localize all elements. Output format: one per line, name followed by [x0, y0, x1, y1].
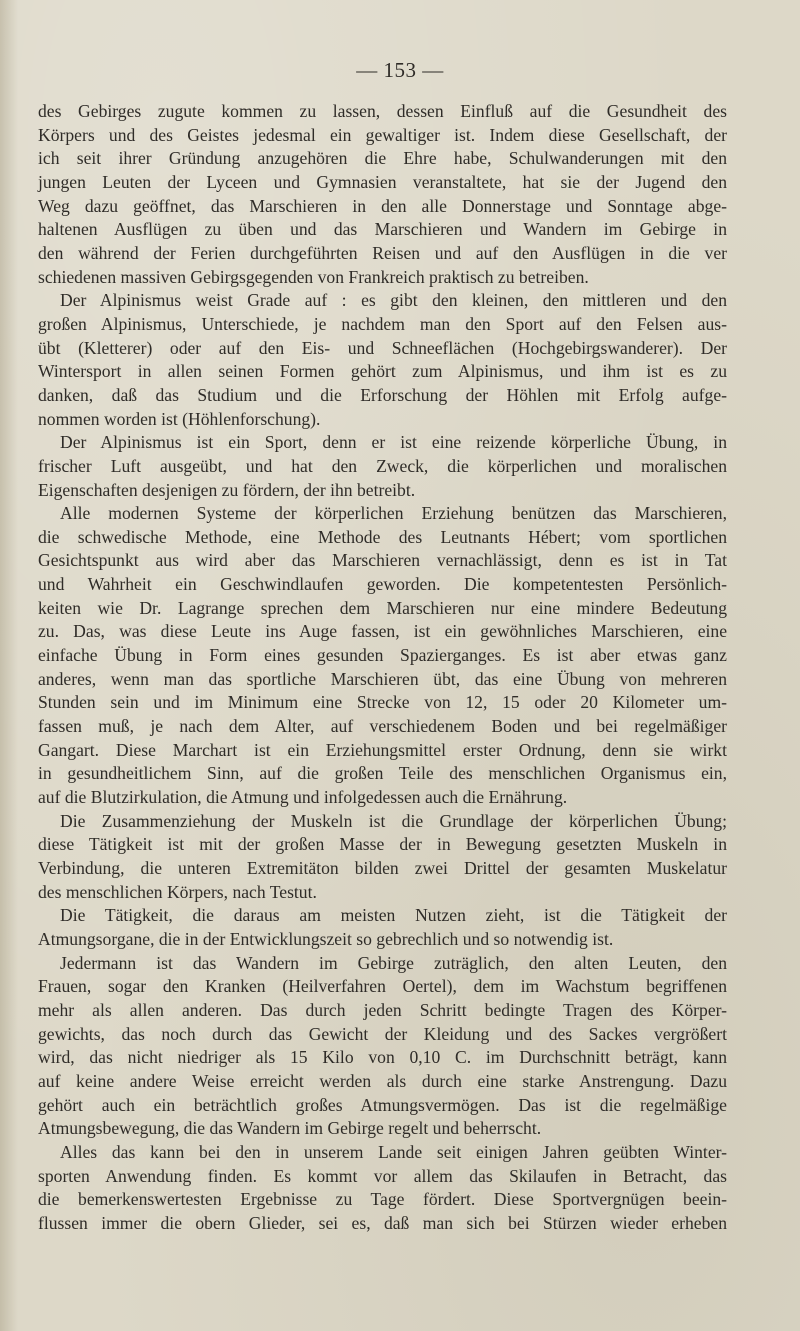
- text-line: Der Alpinismus ist ein Sport, denn er ist eine reizende körperliche Übung, in: [60, 432, 727, 453]
- text-line: und Wahrheit ein Geschwindlaufen geworden. Die kompetentesten Persönlich-: [38, 574, 727, 595]
- text-line: gewichts, das noch durch das Gewicht der Kleidung und des Sackes vergrößert: [38, 1023, 727, 1044]
- text-line: wird, das nicht niedriger als 15 Kilo von 0,10 C. im Durchschnitt beträgt, kann: [38, 1047, 727, 1068]
- text-line: Der Alpinismus weist Grade auf : es gibt den kleinen, den mittleren und den: [60, 290, 727, 311]
- text-line: jungen Leuten der Lyceen und Gymnasien veranstaltete, hat sie der Jugend den: [38, 171, 727, 192]
- text-line: großen Alpinismus, Unterschiede, je nachdem man den Sport auf den Felsen aus-: [38, 313, 727, 334]
- text-line: danken, daß das Studium und die Erforschung der Höhlen mit Erfolg aufge-: [38, 384, 727, 405]
- text-line: des Gebirges zugute kommen zu lassen, dessen Einfluß auf die Gesundheit des: [38, 101, 727, 121]
- text-line: Eigenschaften desjenigen zu fördern, der ihn betreibt.: [38, 479, 416, 500]
- body-text: [38, 100, 727, 1236]
- text-line: anderes, wenn man das sportliche Marschieren übt, das eine Übung von mehreren: [38, 668, 727, 689]
- text-line: mehr als allen anderen. Das durch jeden Schritt bedingte Tragen des Körper-: [38, 999, 727, 1020]
- text-line: Gesichtspunkt aus wird aber das Marschieren vernachlässigt, denn es ist in Tat: [38, 550, 727, 571]
- text-line: sporten Anwendung finden. Es kommt vor allem das Skilaufen in Betracht, das: [38, 1165, 727, 1186]
- paragraph: [38, 502, 727, 810]
- text-line: Stunden sein und im Minimum eine Strecke von 12, 15 oder 20 Kilometer um-: [38, 692, 727, 713]
- text-line: übt (Kletterer) oder auf den Eis- und Schneeflächen (Hochgebirgswanderer). Der: [38, 337, 727, 358]
- text-line: ich seit ihrer Gründung anzugehören die Ehre habe, Schulwanderungen mit den: [38, 148, 727, 169]
- text-line: Gangart. Diese Marchart ist ein Erziehungsmittel erster Ordnung, denn sie wirkt: [38, 739, 727, 760]
- text-line: schiedenen massiven Gebirgsgegenden von Frankreich praktisch zu betreiben.: [38, 266, 589, 287]
- text-line: die bemerkenswertesten Ergebnisse zu Tage fördert. Diese Sportvergnügen beein-: [38, 1189, 727, 1210]
- text-line: Atmungsorgane, die in der Entwicklungszeit so gebrechlich und so notwendig ist.: [38, 928, 614, 949]
- text-line: Körpers und des Geistes jedesmal ein gewaltiger ist. Indem diese Gesellschaft, der: [38, 124, 727, 145]
- paragraph: [38, 1141, 727, 1236]
- text-line: Alles das kann bei den in unserem Lande seit einigen Jahren geübten Winter-: [60, 1141, 727, 1162]
- text-line: flussen immer die obern Glieder, sei es, daß man sich bei Stürzen wieder erheben: [38, 1212, 727, 1233]
- text-line: in gesundheitlichem Sinn, auf die großen Teile des menschlichen Organismus ein,: [38, 763, 727, 784]
- paragraph: [38, 904, 727, 951]
- text-line: Verbindung, die unteren Extremitäton bilden zwei Drittel der gesamten Muskelatur: [38, 858, 727, 878]
- text-line: Weg dazu geöffnet, das Marschieren in den alle Donnerstage und Sonntage abge-: [38, 195, 727, 216]
- text-line: Wintersport in allen seinen Formen gehört zum Alpinismus, und ihm ist es zu: [38, 361, 727, 382]
- text-line: des menschlichen Körpers, nach Testut.: [38, 881, 317, 902]
- text-line: keiten wie Dr. Lagrange sprechen dem Marschieren nur eine mindere Bedeutung: [38, 597, 727, 618]
- text-line: auf keine andere Weise erreicht werden als durch eine starke Anstrengung. Dazu: [38, 1070, 727, 1091]
- text-line: fassen muß, je nach dem Alter, auf verschiedenem Boden und bei regelmäßiger: [38, 716, 727, 737]
- text-line: Alle modernen Systeme der körperlichen Erziehung benützen das Marschieren,: [60, 503, 727, 524]
- text-line: die schwedische Methode, eine Methode des Leutnants Hébert; vom sportlichen: [38, 526, 727, 547]
- text-line: den während der Ferien durchgeführten Reisen und auf den Ausflügen in die ver: [38, 242, 727, 263]
- text-line: Die Tätigkeit, die daraus am meisten Nutzen zieht, ist die Tätigkeit der: [60, 905, 727, 926]
- paragraph: [38, 100, 727, 289]
- text-line: Die Zusammenziehung der Muskeln ist die Grundlage der körperlichen Übung;: [60, 810, 727, 831]
- paragraph: [38, 289, 727, 431]
- paragraph: [38, 810, 727, 905]
- text-line: nommen worden ist (Höhlenforschung).: [38, 408, 321, 429]
- text-line: einfache Übung in Form eines gesunden Spazierganges. Es ist aber etwas ganz: [38, 645, 727, 666]
- page-number: — 153 —: [356, 58, 444, 82]
- paragraph: [38, 431, 727, 502]
- text-line: Atmungsbewegung, die das Wandern im Gebirge regelt und beherrscht.: [38, 1118, 542, 1139]
- text-line: zu. Das, was diese Leute ins Auge fassen, ist ein gewöhnliches Marschieren, eine: [38, 621, 727, 642]
- text-line: frischer Luft ausgeübt, und hat den Zweck, die körperlichen und moralischen: [38, 455, 727, 476]
- text-line: Frauen, sogar den Kranken (Heilverfahren Oertel), dem im Wachstum begriffenen: [38, 976, 727, 997]
- text-line: Jedermann ist das Wandern im Gebirge zuträglich, den alten Leuten, den: [60, 952, 727, 973]
- text-line: diese Tätigkeit ist mit der großen Masse der in Bewegung gesetzten Muskeln in: [38, 834, 727, 855]
- text-line: gehört auch ein beträchtlich großes Atmungsvermögen. Das ist die regelmäßige: [38, 1094, 727, 1115]
- paragraph: [38, 952, 727, 1141]
- text-line: haltenen Ausflügen zu üben und das Marschieren und Wandern im Gebirge in: [38, 219, 727, 240]
- text-line: auf die Blutzirkulation, die Atmung und infolgedessen auch die Ernährung.: [38, 787, 568, 808]
